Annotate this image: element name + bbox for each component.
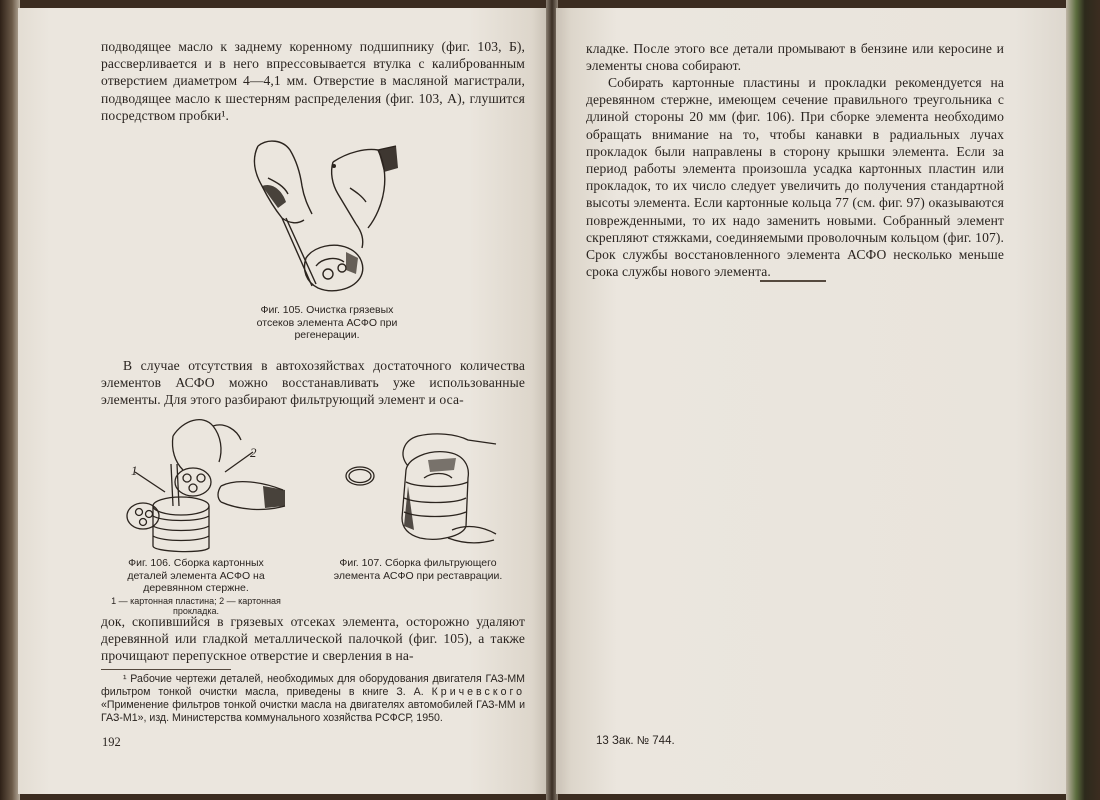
- page-number: 192: [102, 735, 121, 749]
- fig106-illustration: [113, 406, 293, 556]
- printer-signature: 13 Зак. № 744.: [596, 735, 675, 747]
- fig106-legend: 1 — картонная пластина; 2 — картонная прокладка.: [111, 595, 281, 616]
- book-edge-right: [1066, 0, 1100, 800]
- assembly-on-rod-drawing: [113, 406, 293, 556]
- hands-cleaning-element-drawing: [238, 128, 403, 300]
- left-paragraph-3: док, скопившийся в грязевых отсеках элемента, осторожно удаляют деревянной или гладкой металлической палочкой (фиг. 105), а также прочищают перепускное отверстие и сверления в на-: [101, 614, 525, 664]
- left-paragraph-1: подводящее масло к заднему коренному подшипнику (фиг. 103, Б), рассверливается и в него впрессовывается втулка с калиброванным отверстием диаметром 4—4,1 мм. Отверстие в масляной магистрали, подводящее масло к шестерням распределения (фиг. 103, А), глушится посредством пробки¹.: [101, 39, 525, 123]
- footnote-rule: [101, 669, 231, 670]
- hands-assembling-element-drawing: [328, 426, 498, 556]
- right-paragraph-1: кладке. После этого все детали промывают в бензине или керосине и элементы снова собирают.: [586, 41, 1004, 74]
- footnote-author: Кричевского: [431, 686, 525, 698]
- section-end-rule: [760, 280, 826, 282]
- fig106-caption: Фиг. 106. Сборка картонных деталей элемента АСФО на деревянном стержне. 1 — картонная пластина; 2 — картонная прокладка.: [108, 557, 284, 616]
- fig106-label-1: 1: [131, 463, 138, 478]
- fig107-caption: Фиг. 107. Сборка фильтрующего элемента АСФО при реставрации.: [333, 557, 503, 582]
- right-page: [556, 8, 1066, 794]
- fig105-illustration: [238, 128, 403, 300]
- fig107-illustration: [328, 426, 498, 556]
- book-edge-left: [0, 0, 20, 800]
- left-page: [18, 8, 548, 794]
- left-paragraph-2: В случае отсутствия в автохозяйствах достаточного количества элементов АСФО можно восстанавливать уже использованные элементы. Для этого разбирают фильтрующий элемент и оса-: [101, 358, 525, 408]
- right-paragraph-2: Собирать картонные пластины и прокладки рекомендуется на деревянном стержне, имеющем сечение правильного треугольника с длиной стороны 20 мм (фиг. 106). При сборке элемента необходимо обращать внимание на то, чтобы канавки в радиальных лучах прокладок были направлены в сторону крышки элемента. Если за период работы элемента произошла усадка картонных пластин или прокладок, то их число следует увеличить до получения стандартной высоты элемента. Если картонные кольца 77 (см. фиг. 97) оказываются поврежденными, то их надо заменить новыми. Собранный элемент скрепляют стяжками, соединяемыми проволочным кольцом (фиг. 107). Срок службы восстановленного элемента АСФО несколько меньше срока службы нового элемента.: [586, 75, 1004, 280]
- fig106-label-2: 2: [250, 445, 257, 460]
- fig105-caption: Фиг. 105. Очистка грязевых отсеков элемента АСФО при регенерации.: [256, 304, 398, 341]
- footnote: ¹ Рабочие чертежи деталей, необходимых для оборудования двигателя ГАЗ-ММ фильтром тонкой очистки масла, приведены в книге З. А. Кричевского «Применение фильтров тонкой очистки масла на двигателях автомобилей ГАЗ-ММ и ГАЗ-М1», изд. Министерства коммунального хозяйства РСФСР, 1950.: [101, 673, 525, 724]
